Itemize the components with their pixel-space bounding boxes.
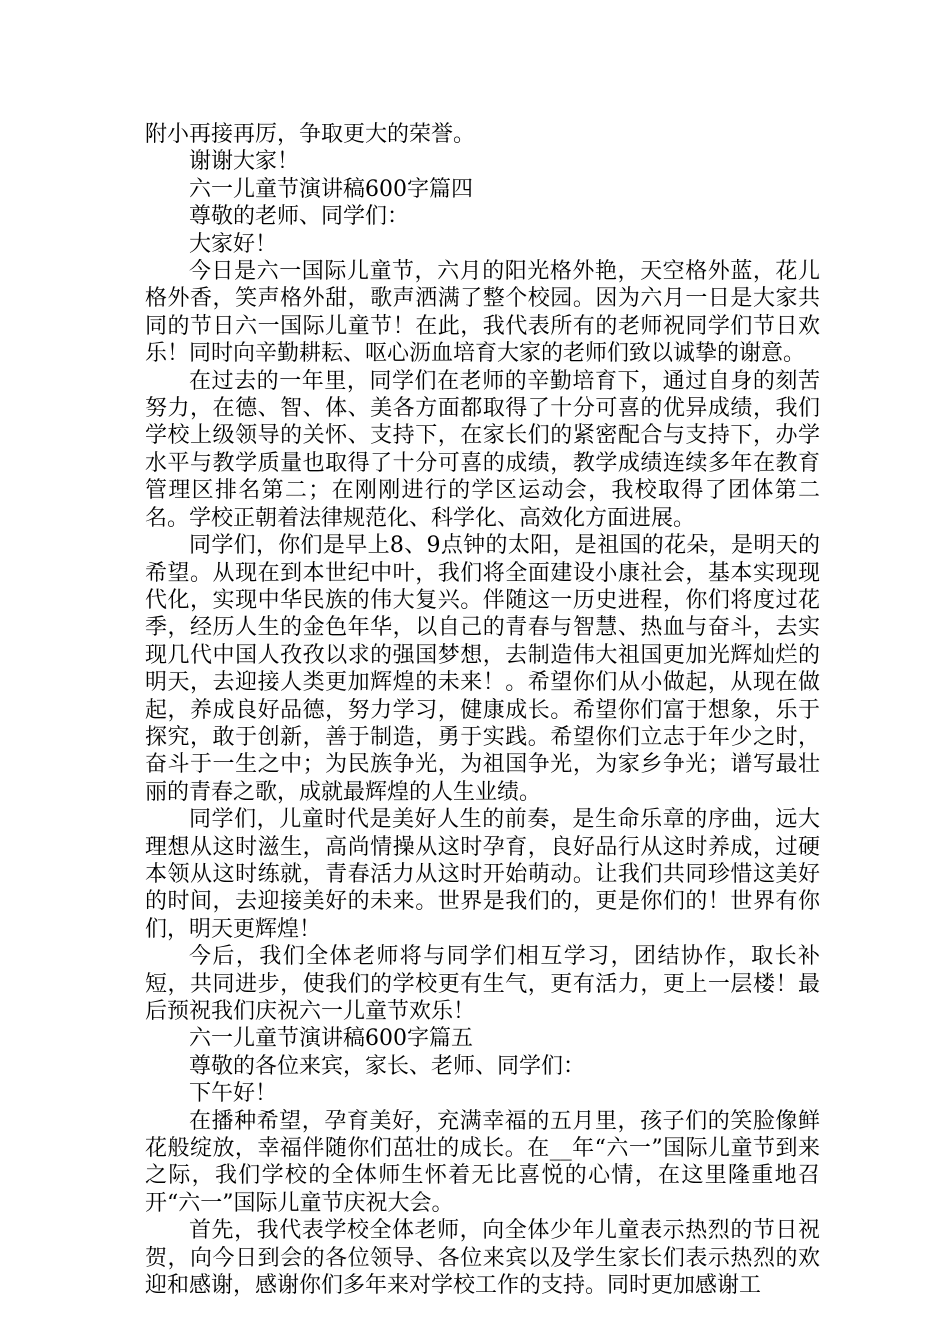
paragraph: 在播种希望，孕育美好，充满幸福的五月里，孩子们的笑脸像鲜花般绽放，幸福伴随你们茁壮的成长。在__年“六一”国际儿童节到来之际，我们学校的全体师生怀着无比喜悦的心情，在这里隆重地召开“六一”国际儿童节庆祝大会。 (145, 1108, 820, 1216)
greeting: 大家好！ (189, 231, 278, 257)
paragraph: 今日是六一国际儿童节，六月的阳光格外艳，天空格外蓝，花儿格外香，笑声格外甜，歌声洒满了整个校园。因为六月一日是大家共同的节日六一国际儿童节！在此，我代表所有的老师祝同学们节日欢乐！同时向辛勤耕耘、呕心沥血培育大家的老师们致以诚挚的谢意。 (145, 259, 820, 367)
section-heading: 六一儿童节演讲稿600字篇四 (189, 176, 473, 202)
salutation: 尊敬的老师、同学们： (189, 204, 410, 230)
document-body (145, 121, 820, 1299)
section-heading: 六一儿童节演讲稿600字篇五 (189, 1026, 473, 1052)
paragraph: 今后，我们全体老师将与同学们相互学习，团结协作，取长补短，共同进步，使我们的学校更有生气，更有活力，更上一层楼！最后预祝我们庆祝六一儿童节欢乐！ (145, 944, 820, 1024)
greeting: 下午好！ (189, 1081, 278, 1107)
paragraph: 同学们，你们是早上8、9点钟的太阳，是祖国的花朵，是明天的希望。从现在到本世纪中叶，我们将全面建设小康社会，基本实现现代化，实现中华民族的伟大复兴。伴随这一历史进程，你们将度过花季，经历人生的金色年华，以自己的青春与智慧、热血与奋斗，去实现几代中国人孜孜以求的强国梦想，去制造伟大祖国更加光辉灿烂的明天，去迎接人类更加辉煌的未来！。希望你们从小做起，从现在做起，养成良好品德，努力学习，健康成长。希望你们富于想象，乐于探究，敢于创新，善于制造，勇于实践。希望你们立志于年少之时，奋斗于一生之中；为民族争光，为祖国争光，为家乡争光；谱写最壮丽的青春之歌，成就最辉煌的人生业绩。 (145, 533, 820, 805)
paragraph: 附小再接再厉，争取更大的荣誉。 (145, 122, 476, 147)
paragraph: 首先，我代表学校全体老师，向全体少年儿童表示热烈的节日祝贺，向今日到会的各位领导、各位来宾以及学生家长们表示热烈的欢迎和感谢，感谢你们多年来对学校工作的支持。同时更加感谢工 (145, 1218, 820, 1299)
paragraph: 在过去的一年里，同学们在老师的辛勤培育下，通过自身的刻苦努力，在德、智、体、美各方面都取得了十分可喜的优异成绩，我们学校上级领导的关怀、支持下，在家长们的紧密配合与支持下，办学水平与教学质量也取得了十分可喜的成绩，教学成绩连续多年在教育管理区排名第二；在刚刚进行的学区运动会，我校取得了团体第二名。学校正朝着法律规范化、科学化、高效化方面进展。 (145, 368, 820, 531)
paragraph: 同学们，儿童时代是美好人生的前奏，是生命乐章的序曲，远大理想从这时滋生，高尚情操从这时孕育，良好品行从这时养成，过硬本领从这时练就，青春活力从这时开始萌动。让我们共同珍惜这美好的时间，去迎接美好的未来。世界是我们的，更是你们的！世界有你们，明天更辉煌！ (145, 807, 820, 942)
closing-thanks: 谢谢大家！ (189, 149, 300, 175)
salutation: 尊敬的各位来宾，家长、老师、同学们： (189, 1053, 586, 1079)
